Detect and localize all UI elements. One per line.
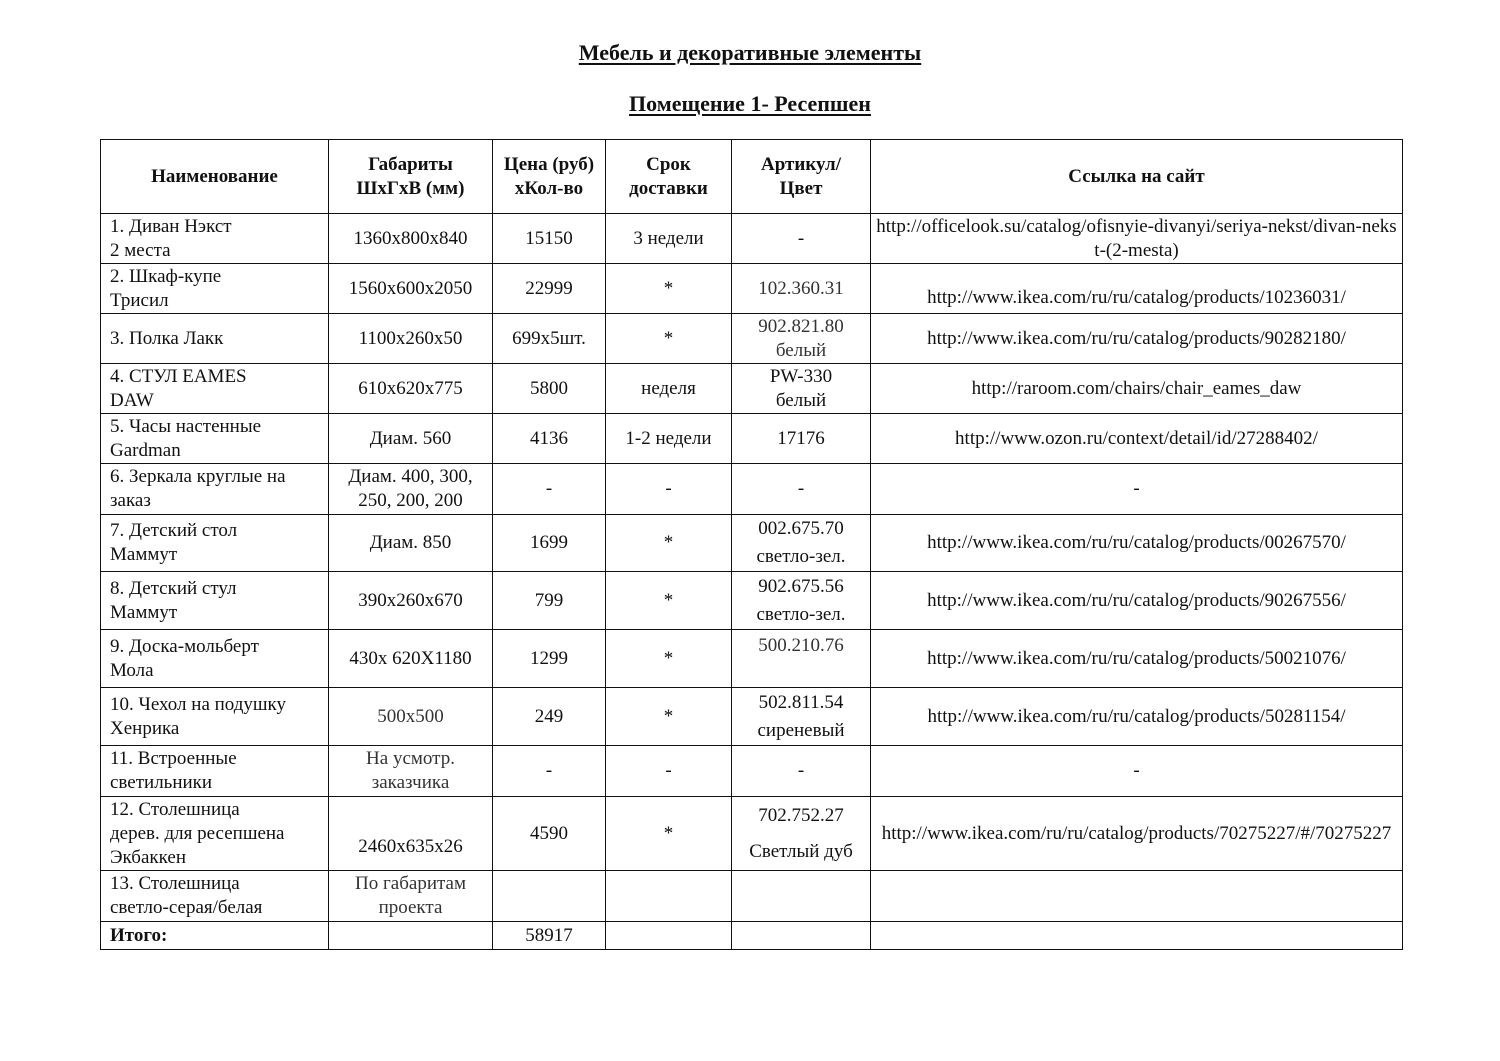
document-title: Мебель и декоративные элементы — [578, 40, 922, 65]
cell-size: Диам. 560 — [329, 414, 493, 464]
cell-link — [871, 871, 1403, 922]
cell-price: 1299 — [493, 630, 606, 688]
cell-name: 6. Зеркала круглые на заказ — [101, 464, 329, 515]
cell-article: - — [732, 464, 871, 515]
cell-delivery — [606, 871, 732, 922]
cell-article: 502.811.54 сиреневый — [732, 688, 871, 746]
cell-link[interactable]: http://officelook.su/catalog/ofisnyie-divanyi/seriya-nekst/divan-nekst-(2-mesta) — [871, 214, 1403, 264]
column-header-size: Габариты ШхГхВ (мм) — [329, 140, 493, 214]
cell-name: 13. Столешница светло-серая/белая — [101, 871, 329, 922]
cell-link[interactable]: http://www.ikea.com/ru/ru/catalog/products/90267556/ — [871, 572, 1403, 630]
cell-link[interactable]: http://www.ikea.com/ru/ru/catalog/products/00267570/ — [871, 515, 1403, 572]
furniture-table — [100, 139, 1403, 950]
table-row — [101, 414, 1403, 464]
cell-name: 4. СТУЛ EAMES DAW — [101, 364, 329, 414]
cell-name: 7. Детский стол Маммут — [101, 515, 329, 572]
cell-article: 902.821.80 белый — [732, 314, 871, 364]
cell-article: 17176 — [732, 414, 871, 464]
cell-article: 500.210.76 — [732, 630, 871, 688]
cell-article: 102.360.31 — [732, 264, 871, 314]
cell-price: 249 — [493, 688, 606, 746]
cell-article: 702.752.27 Светлый дуб — [732, 797, 871, 871]
total-row — [101, 922, 1403, 950]
cell-size: 390x260x670 — [329, 572, 493, 630]
cell-delivery: * — [606, 264, 732, 314]
cell-size: 1560x600x2050 — [329, 264, 493, 314]
cell-size: Диам. 850 — [329, 515, 493, 572]
cell-price: 1699 — [493, 515, 606, 572]
cell-link[interactable]: http://www.ikea.com/ru/ru/catalog/products/70275227/#/70275227 — [871, 797, 1403, 871]
cell-price: - — [493, 464, 606, 515]
cell-size: 500x500 — [329, 688, 493, 746]
cell-size: 2460x635x26 — [329, 797, 493, 871]
total-price: 58917 — [493, 922, 606, 950]
cell-link: - — [871, 746, 1403, 797]
cell-size: По габаритам проекта — [329, 871, 493, 922]
table-row — [101, 364, 1403, 414]
cell-delivery: неделя — [606, 364, 732, 414]
table-row — [101, 572, 1403, 630]
cell-price: 4590 — [493, 797, 606, 871]
cell-link[interactable]: http://www.ozon.ru/context/detail/id/27288402/ — [871, 414, 1403, 464]
cell-name: 5. Часы настенные Gardman — [101, 414, 329, 464]
cell-article: - — [732, 214, 871, 264]
cell-name: 10. Чехол на подушку Хенрика — [101, 688, 329, 746]
column-header-delivery: Срок доставки — [606, 140, 732, 214]
cell-article — [732, 922, 871, 950]
table-row — [101, 630, 1403, 688]
table-row — [101, 688, 1403, 746]
table-row — [101, 214, 1403, 264]
cell-size: 1100x260x50 — [329, 314, 493, 364]
table-row — [101, 264, 1403, 314]
cell-delivery: - — [606, 746, 732, 797]
cell-article: 902.675.56 светло-зел. — [732, 572, 871, 630]
cell-link[interactable]: http://raroom.com/chairs/chair_eames_daw — [871, 364, 1403, 414]
cell-name: 8. Детский стул Маммут — [101, 572, 329, 630]
cell-size: 430x 620X1180 — [329, 630, 493, 688]
table-row — [101, 871, 1403, 922]
cell-price — [493, 871, 606, 922]
column-header-price: Цена (руб) хКол-во — [493, 140, 606, 214]
cell-price: 799 — [493, 572, 606, 630]
cell-delivery: * — [606, 797, 732, 871]
cell-price: 22999 — [493, 264, 606, 314]
cell-link[interactable]: http://www.ikea.com/ru/ru/catalog/products/90282180/ — [871, 314, 1403, 364]
cell-link[interactable]: http://www.ikea.com/ru/ru/catalog/products/50021076/ — [871, 630, 1403, 688]
cell-name: 2. Шкаф-купе Трисил — [101, 264, 329, 314]
cell-name: 1. Диван Нэкст 2 места — [101, 214, 329, 264]
table-row — [101, 746, 1403, 797]
cell-delivery: - — [606, 464, 732, 515]
total-label: Итого: — [101, 922, 329, 950]
cell-price: 15150 — [493, 214, 606, 264]
column-header-link: Ссылка на сайт — [871, 140, 1403, 214]
cell-price: 5800 — [493, 364, 606, 414]
column-header-name: Наименование — [101, 140, 329, 214]
cell-delivery: 1-2 недели — [606, 414, 732, 464]
cell-delivery: * — [606, 515, 732, 572]
cell-article: 002.675.70 светло-зел. — [732, 515, 871, 572]
cell-link — [871, 922, 1403, 950]
cell-size: 610x620x775 — [329, 364, 493, 414]
table-header-row — [101, 140, 1403, 214]
cell-size — [329, 922, 493, 950]
cell-article: PW-330 белый — [732, 364, 871, 414]
cell-size: На усмотр. заказчика — [329, 746, 493, 797]
cell-delivery — [606, 922, 732, 950]
cell-delivery: 3 недели — [606, 214, 732, 264]
document-subtitle: Помещение 1- Ресепшен — [629, 91, 871, 116]
cell-delivery: * — [606, 314, 732, 364]
cell-price: 699x5шт. — [493, 314, 606, 364]
table-row — [101, 464, 1403, 515]
cell-size: 1360x800x840 — [329, 214, 493, 264]
cell-link[interactable]: http://www.ikea.com/ru/ru/catalog/products/10236031/ — [871, 264, 1403, 314]
cell-name: 3. Полка Лакк — [101, 314, 329, 364]
cell-article: - — [732, 746, 871, 797]
table-row — [101, 515, 1403, 572]
cell-delivery: * — [606, 572, 732, 630]
column-header-article: Артикул/ Цвет — [732, 140, 871, 214]
table-row — [101, 314, 1403, 364]
cell-article — [732, 871, 871, 922]
cell-price: - — [493, 746, 606, 797]
cell-price: 4136 — [493, 414, 606, 464]
cell-delivery: * — [606, 688, 732, 746]
table-row — [101, 797, 1403, 871]
cell-delivery: * — [606, 630, 732, 688]
cell-link[interactable]: http://www.ikea.com/ru/ru/catalog/products/50281154/ — [871, 688, 1403, 746]
cell-name: 11. Встроенные светильники — [101, 746, 329, 797]
cell-size: Диам. 400, 300, 250, 200, 200 — [329, 464, 493, 515]
cell-name: 9. Доска-мольберт Мола — [101, 630, 329, 688]
cell-link: - — [871, 464, 1403, 515]
cell-name: 12. Столешница дерев. для ресепшена Экбаккен — [101, 797, 329, 871]
